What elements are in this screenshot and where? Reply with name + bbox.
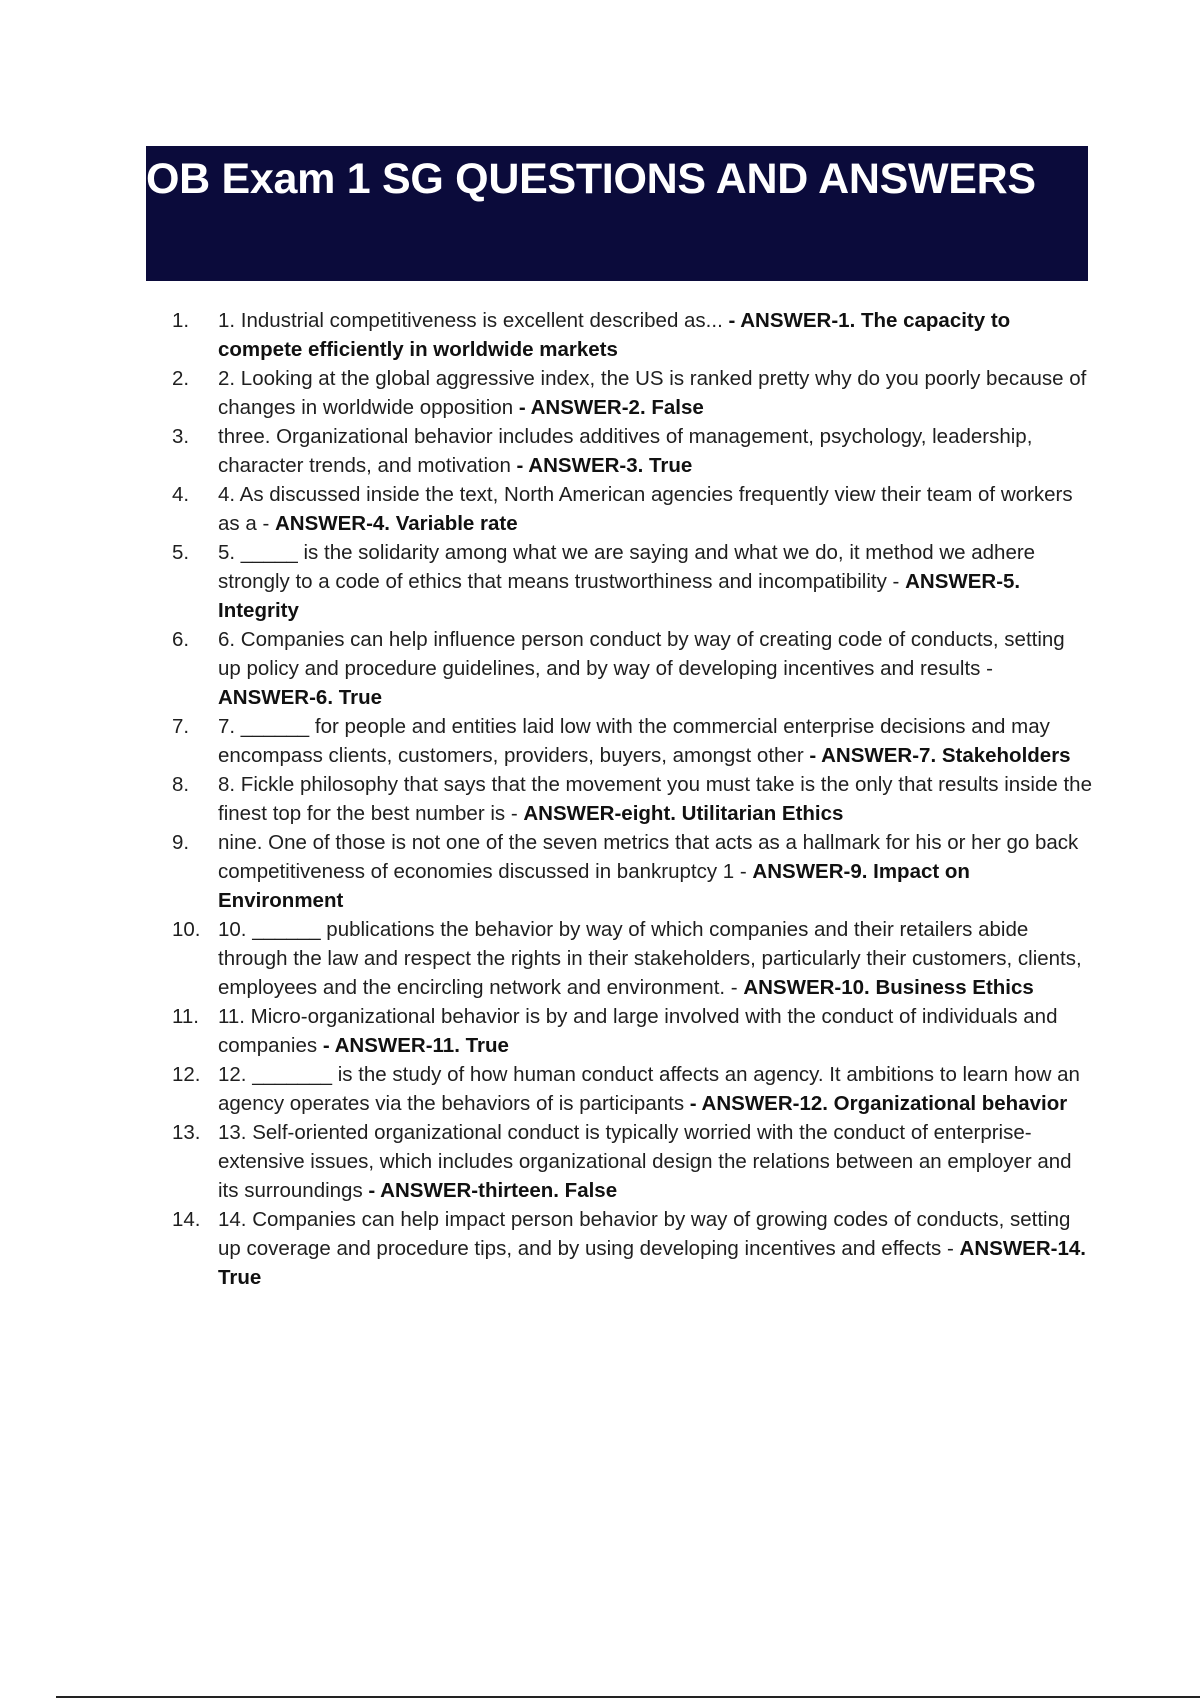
answer-text: - ANSWER-7. Stakeholders — [809, 744, 1071, 767]
question-text: 6. Companies can help influence person conduct by way of creating code of conducts, setting up policy and procedure guidelines, and by way of developing incentives and results - — [218, 628, 1065, 680]
question-item — [172, 625, 1092, 712]
item-number: 3. — [172, 425, 190, 448]
item-number: 2. — [172, 367, 190, 390]
item-number: 13. — [172, 1121, 201, 1144]
question-list — [172, 306, 1092, 1292]
question-item — [172, 828, 1092, 915]
answer-text: ANSWER-14. True — [218, 1237, 1086, 1289]
item-number: 14. — [172, 1208, 201, 1231]
question-text: nine. One of those is not one of the seven metrics that acts as a hallmark for his or her go back competitiveness of economies discussed in bankruptcy 1 - — [218, 831, 1079, 883]
item-number: 9. — [172, 831, 190, 854]
question-text: 7. ______ for people and entities laid low with the commercial enterprise decisions and may encompass clients, customers, providers, buyers, amongst other — [218, 715, 1050, 767]
question-text: 11. Micro-organizational behavior is by and large involved with the conduct of individuals and companies — [218, 1005, 1058, 1057]
question-item — [172, 422, 1092, 480]
item-number: 12. — [172, 1063, 201, 1086]
answer-text: - ANSWER-3. True — [516, 454, 693, 477]
question-item — [172, 1205, 1092, 1292]
answer-text: ANSWER-6. True — [218, 686, 383, 709]
item-number: 1. — [172, 309, 190, 332]
question-item — [172, 364, 1092, 422]
question-text: 10. ______ publications the behavior by way of which companies and their retailers abide through the law and respect the rights in their stakeholders, particularly their customers, clients, employees and the encircling network and environment. - — [218, 918, 1082, 999]
question-item — [172, 1060, 1092, 1118]
question-text: 1. Industrial competitiveness is excellent described as... — [218, 309, 729, 332]
answer-text: ANSWER-5. Integrity — [218, 570, 1021, 622]
question-item — [172, 1002, 1092, 1060]
item-number: 5. — [172, 541, 190, 564]
question-text: three. Organizational behavior includes additives of management, psychology, leadership, character trends, and motivation — [218, 425, 1033, 477]
document-title: OB Exam 1 SG QUESTIONS AND ANSWERS — [146, 155, 1036, 203]
answer-text: ANSWER-9. Impact on Environment — [218, 860, 970, 912]
question-text: 8. Fickle philosophy that says that the movement you must take is the only that results inside the finest top for the best number is - — [218, 773, 1092, 825]
question-item — [172, 480, 1092, 538]
answer-text: - ANSWER-12. Organizational behavior — [689, 1092, 1068, 1115]
title-banner — [146, 146, 1088, 281]
question-item — [172, 712, 1092, 770]
answer-text: - ANSWER-1. The capacity to compete efficiently in worldwide markets — [218, 309, 1011, 361]
question-item — [172, 915, 1092, 1002]
question-text: 13. Self-oriented organizational conduct is typically worried with the conduct of enterprise-extensive issues, which includes organizational design the relations between an employer and its surroundings — [218, 1121, 1072, 1202]
page-bottom-rule — [56, 1696, 1200, 1698]
answer-text: ANSWER-4. Variable rate — [274, 512, 518, 535]
answer-text: - ANSWER-11. True — [322, 1034, 509, 1057]
question-text: 12. _______ is the study of how human conduct affects an agency. It ambitions to learn how an agency operates via the behaviors of is participants — [218, 1063, 1080, 1115]
item-number: 4. — [172, 483, 190, 506]
question-text: 14. Companies can help impact person behavior by way of growing codes of conducts, setting up coverage and procedure tips, and by using developing incentives and effects - — [218, 1208, 1071, 1260]
question-item — [172, 1118, 1092, 1205]
question-item — [172, 538, 1092, 625]
item-number: 6. — [172, 628, 190, 651]
question-item — [172, 770, 1092, 828]
question-text: 4. As discussed inside the text, North American agencies frequently view their team of workers as a - — [218, 483, 1073, 535]
question-item — [172, 306, 1092, 364]
answer-text: ANSWER-10. Business Ethics — [743, 976, 1034, 999]
item-number: 10. — [172, 918, 201, 941]
question-text: 5. _____ is the solidarity among what we are saying and what we do, it method we adhere strongly to a code of ethics that means trustworthiness and incompatibility - — [218, 541, 1036, 593]
item-number: 11. — [172, 1005, 199, 1028]
answer-text: ANSWER-eight. Utilitarian Ethics — [523, 802, 844, 825]
item-number: 7. — [172, 715, 190, 738]
item-number: 8. — [172, 773, 190, 796]
question-text: 2. Looking at the global aggressive index, the US is ranked pretty why do you poorly because of changes in worldwide opposition — [218, 367, 1087, 419]
answer-text: - ANSWER-thirteen. False — [368, 1179, 618, 1202]
answer-text: - ANSWER-2. False — [518, 396, 704, 419]
